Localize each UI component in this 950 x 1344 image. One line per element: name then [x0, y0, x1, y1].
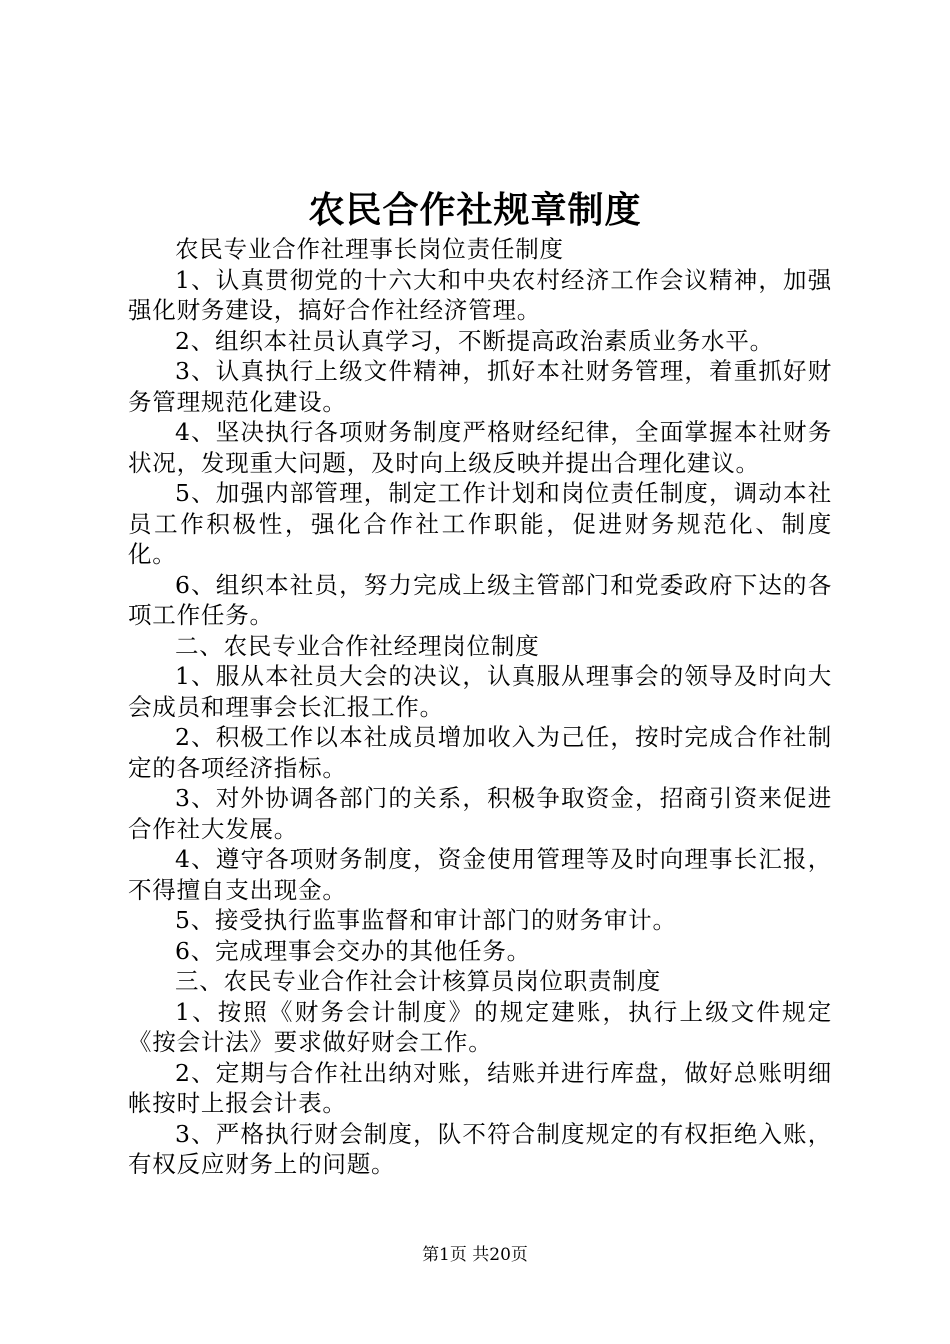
- paragraph: 3、严格执行财会制度，队不符合制度规定的有权拒绝入账，有权反应财务上的问题。: [128, 1119, 832, 1178]
- paragraph: 4、遵守各项财务制度，资金使用管理等及时向理事长汇报，不得擅自支出现金。: [128, 845, 832, 904]
- paragraph: 三、农民专业合作社会计核算员岗位职责制度: [175, 967, 661, 995]
- paragraph: 5、接受执行监事监督和审计部门的财务审计。: [175, 906, 677, 934]
- paragraph: 2、组织本社员认真学习，不断提高政治素质业务水平。: [175, 326, 774, 355]
- paragraph: 3、认真执行上级文件精神，抓好本社财务管理，着重抓好财务管理规范化建设。: [128, 357, 832, 416]
- paragraph: 2、积极工作以本社成员增加收入为己任，按时完成合作社制定的各项经济指标。: [128, 723, 832, 782]
- paragraph: 6、组织本社员，努力完成上级主管部门和党委政府下达的各项工作任务。: [128, 570, 832, 629]
- paragraph: 4、坚决执行各项财务制度严格财经纪律，全面掌握本社财务状况，发现重大问题，及时向上级反映并提出合理化建议。: [128, 418, 832, 477]
- paragraph: 6、完成理事会交办的其他任务。: [175, 936, 531, 965]
- paragraph: 1、按照《财务会计制度》的规定建账，执行上级文件规定《按会计法》要求做好财会工作。: [128, 997, 832, 1056]
- paragraph: 二、农民专业合作社经理岗位制度: [175, 631, 540, 660]
- paragraph: 1、认真贯彻党的十六大和中央农村经济工作会议精神，加强强化财务建设，搞好合作社经济管理。: [128, 265, 832, 324]
- document-title: 农民合作社规章制度: [308, 189, 642, 231]
- document-body: [128, 234, 832, 1180]
- paragraph: 1、服从本社员大会的决议，认真服从理事会的领导及时向大会成员和理事会长汇报工作。: [128, 662, 832, 721]
- paragraph: 农民专业合作社理事长岗位责任制度: [175, 235, 564, 263]
- page-footer: 第1页 共20页: [422, 1245, 528, 1265]
- paragraph: 2、定期与合作社出纳对账，结账并进行库盘，做好总账明细帐按时上报会计表。: [128, 1058, 832, 1117]
- paragraph: 5、加强内部管理，制定工作计划和岗位责任制度，调动本社员工作积极性，强化合作社工作职能，促进财务规范化、制度化。: [128, 479, 832, 568]
- paragraph: 3、对外协调各部门的关系，积极争取资金，招商引资来促进合作社大发展。: [128, 784, 832, 843]
